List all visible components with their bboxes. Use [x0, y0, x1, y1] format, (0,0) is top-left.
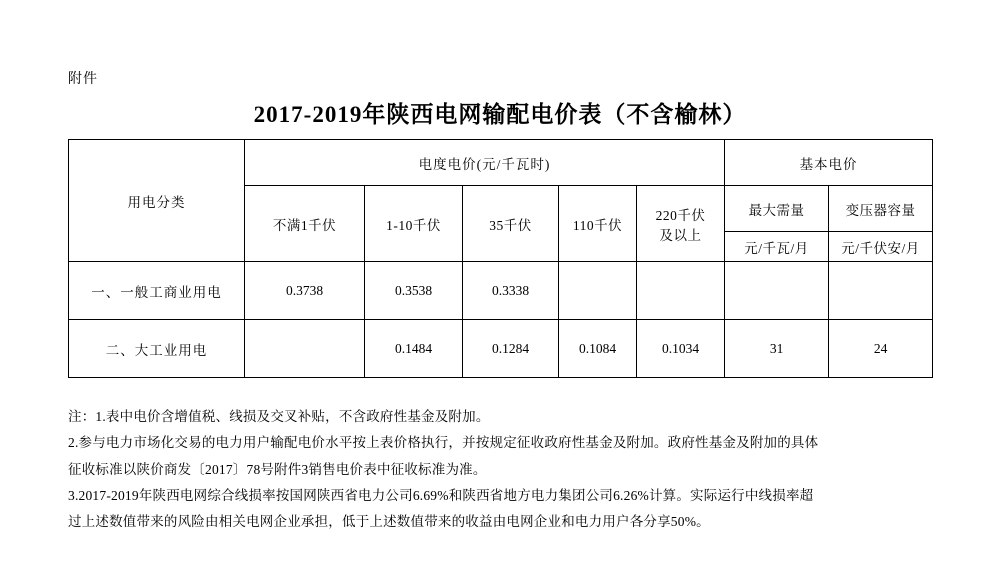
row-label-large-industry: 二、大工业用电	[69, 320, 245, 378]
header-basic-price-group: 基本电价	[725, 140, 933, 186]
cell-general-110kv	[559, 262, 637, 320]
note-line-3a: 3.2017-2019年陕西电网综合线损率按国网陕西省电力公司6.69%和陕西省地方电力集团公司6.26%计算。实际运行中线损率超	[68, 487, 814, 503]
cell-industry-transformer-capacity: 24	[829, 320, 933, 378]
header-voltage-110kv: 110千伏	[559, 186, 637, 262]
header-voltage-under-1kv: 不满1千伏	[245, 186, 365, 262]
header-voltage-220kv-line2: 及以上	[659, 227, 702, 243]
cell-industry-under1kv	[245, 320, 365, 378]
cell-industry-max-demand: 31	[725, 320, 829, 378]
note-line-1: 注：1.表中电价含增值税、线损及交叉补贴，不含政府性基金及附加。	[68, 409, 490, 424]
header-voltage-220kv	[637, 186, 725, 262]
notes-section	[68, 404, 948, 536]
header-transformer-capacity: 变压器容量	[829, 186, 933, 232]
cell-industry-35kv: 0.1284	[463, 320, 559, 378]
page-title: 2017-2019年陕西电网输配电价表（不含榆林）	[253, 102, 747, 127]
header-energy-price-group: 电度电价(元/千瓦时)	[245, 140, 725, 186]
header-max-demand: 最大需量	[725, 186, 829, 232]
header-category: 用电分类	[69, 140, 245, 262]
cell-general-220kv	[637, 262, 725, 320]
cell-general-under1kv: 0.3738	[245, 262, 365, 320]
header-unit-transformer-capacity: 元/千伏安/月	[829, 232, 933, 262]
cell-industry-1-10kv: 0.1484	[365, 320, 463, 378]
row-label-general-commercial: 一、一般工商业用电	[69, 262, 245, 320]
header-voltage-220kv-line1: 220千伏	[655, 207, 706, 223]
header-voltage-1-10kv: 1-10千伏	[365, 186, 463, 262]
cell-general-1-10kv: 0.3538	[365, 262, 463, 320]
table-row	[69, 262, 933, 320]
note-line-3b: 过上述数值带来的风险由相关电网企业承担，低于上述数值带来的收益由电网企业和电力用户各分享50%。	[68, 514, 710, 530]
table-row	[69, 320, 933, 378]
cell-industry-110kv: 0.1084	[559, 320, 637, 378]
attachment-label: 附件	[68, 72, 98, 87]
table-header-group-row	[69, 140, 933, 186]
header-unit-max-demand: 元/千瓦/月	[725, 232, 829, 262]
note-line-2b: 征收标准以陕价商发〔2017〕78号附件3销售电价表中征收标准为准。	[68, 461, 487, 477]
cell-industry-220kv: 0.1034	[637, 320, 725, 378]
cell-general-35kv: 0.3338	[463, 262, 559, 320]
cell-general-transformer-capacity	[829, 262, 933, 320]
note-line-2a: 2.参与电力市场化交易的电力用户输配电价水平按上表价格执行，并按规定征收政府性基金及附加。政府性基金及附加的具体	[68, 435, 819, 451]
header-voltage-35kv: 35千伏	[463, 186, 559, 262]
cell-general-max-demand	[725, 262, 829, 320]
electricity-price-table	[68, 139, 933, 378]
